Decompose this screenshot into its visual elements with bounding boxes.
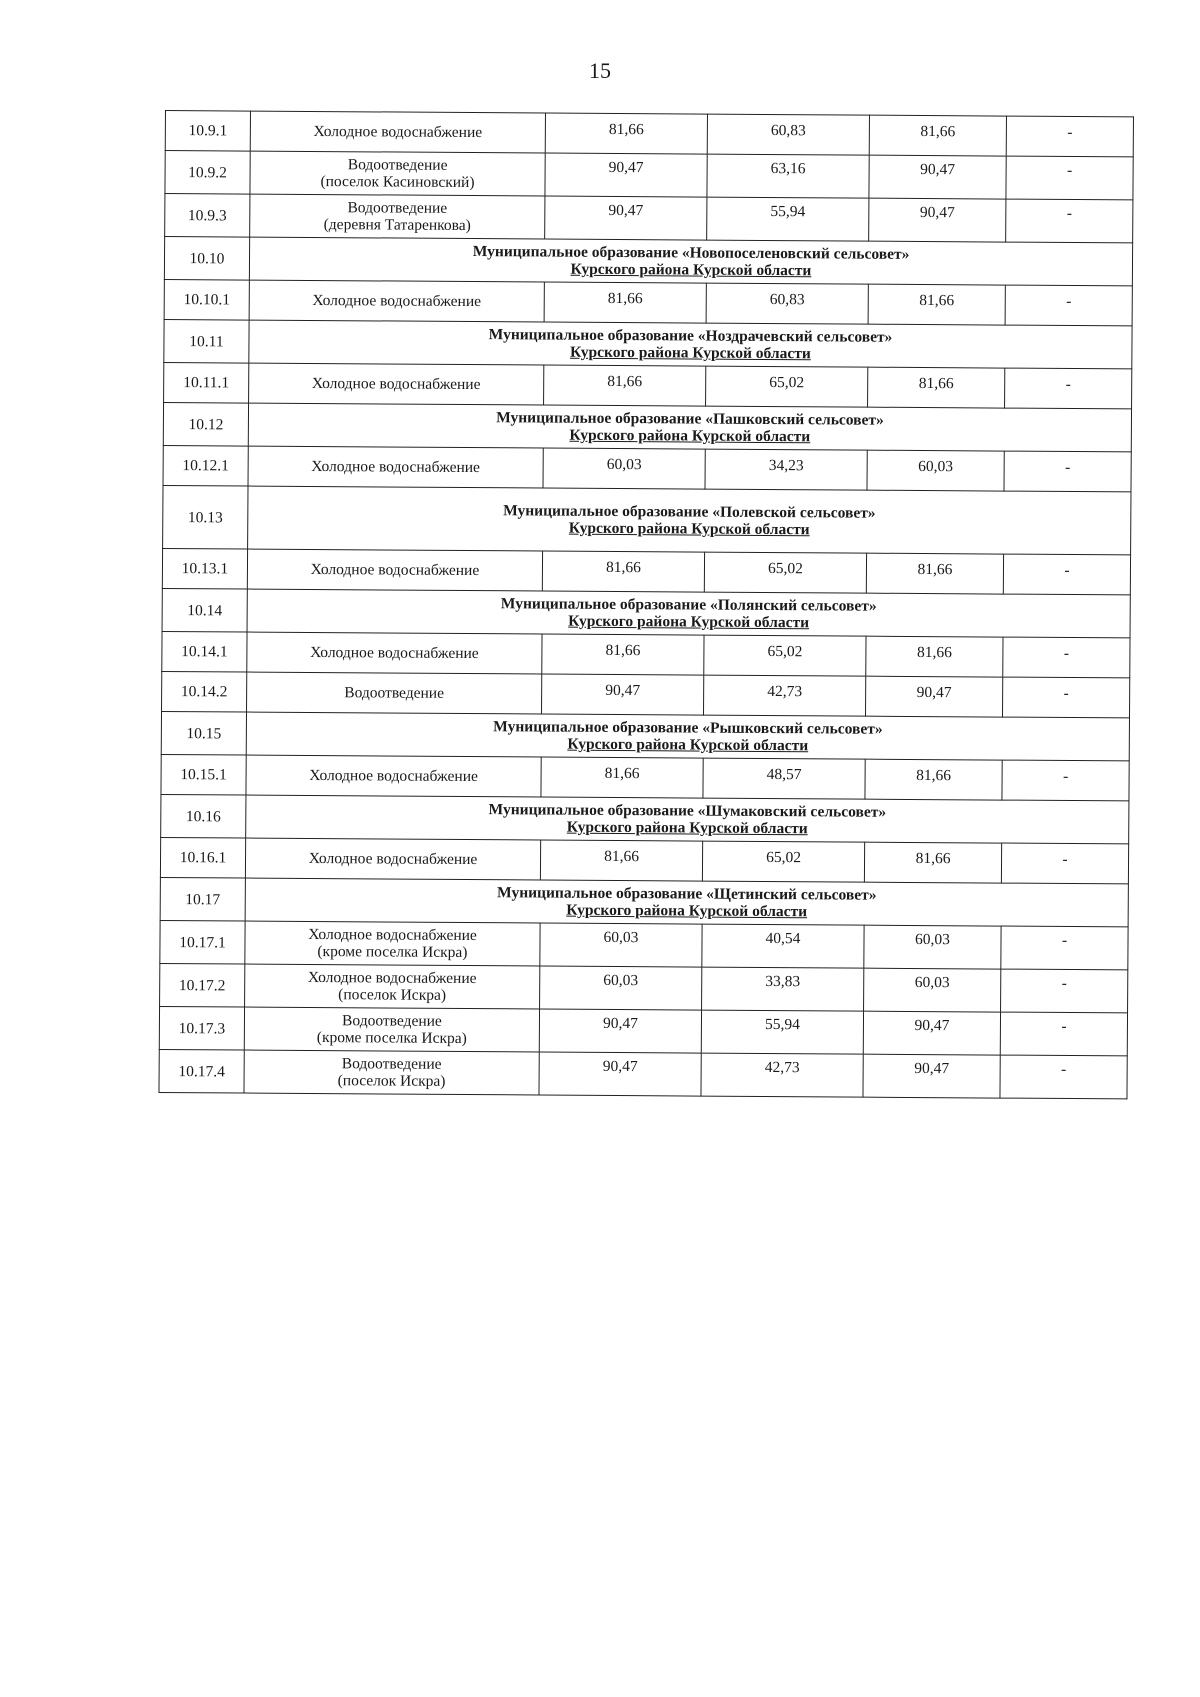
note-cell bbox=[1000, 1012, 1127, 1056]
value-3 bbox=[869, 115, 1006, 156]
table-row bbox=[164, 279, 1132, 325]
service-type: Холодное водоснабжение bbox=[310, 560, 480, 580]
value-3-text: 81,66 bbox=[920, 123, 956, 141]
value-2 bbox=[702, 967, 864, 1011]
municipality-name: Муниципальное образование «Полевской сельсовет» bbox=[503, 502, 876, 522]
section-header-row bbox=[163, 402, 1131, 451]
service-area: (поселок Искра) bbox=[337, 1072, 446, 1090]
value-1-text: 81,66 bbox=[604, 847, 640, 866]
table-row bbox=[162, 631, 1130, 677]
table-row bbox=[164, 362, 1132, 408]
value-1 bbox=[545, 113, 707, 154]
service-name bbox=[250, 151, 545, 196]
note-text: - bbox=[1064, 458, 1071, 477]
value-1-text: 90,47 bbox=[602, 1057, 638, 1075]
value-1-text: 90,47 bbox=[608, 158, 644, 176]
section-title bbox=[249, 237, 1132, 286]
service-type: Водоотведение bbox=[341, 1055, 442, 1073]
value-3-text: 81,66 bbox=[916, 643, 952, 662]
value-1 bbox=[541, 757, 703, 798]
note-cell bbox=[1002, 677, 1129, 718]
value-3 bbox=[869, 198, 1006, 242]
value-3 bbox=[868, 284, 1005, 325]
value-3-text: 60,03 bbox=[918, 458, 954, 476]
service-type: Водоотведение bbox=[342, 1012, 442, 1030]
section-title bbox=[246, 712, 1129, 761]
value-1-text: 90,47 bbox=[605, 681, 641, 700]
service-type: Холодное водоснабжение bbox=[310, 643, 479, 663]
note-text: - bbox=[1063, 644, 1070, 663]
value-2-text: 65,02 bbox=[766, 849, 802, 867]
tariff-table bbox=[158, 110, 1133, 1099]
note-cell bbox=[1003, 554, 1130, 595]
note-text: - bbox=[1061, 974, 1067, 992]
row-code: 10.15 bbox=[161, 711, 246, 755]
value-1-text: 81,66 bbox=[607, 289, 643, 308]
service-name bbox=[245, 921, 540, 966]
value-2 bbox=[703, 675, 865, 716]
value-2-text: 65,02 bbox=[769, 374, 805, 392]
municipality-name: Муниципальное образование «Шумаковский сельсовет» bbox=[488, 801, 887, 821]
row-code: 10.16.1 bbox=[160, 837, 245, 878]
value-2 bbox=[701, 1053, 863, 1097]
value-1 bbox=[545, 196, 707, 240]
section-header-row bbox=[160, 877, 1128, 926]
value-1-text: 60,03 bbox=[603, 928, 639, 946]
service-type: Холодное водоснабжение bbox=[307, 968, 477, 988]
value-3 bbox=[865, 676, 1002, 717]
value-3-text: 90,47 bbox=[914, 1059, 950, 1077]
service-name bbox=[245, 838, 540, 880]
value-3 bbox=[865, 759, 1002, 800]
value-3 bbox=[863, 1054, 1000, 1098]
value-3 bbox=[866, 553, 1003, 594]
value-1-text: 60,03 bbox=[606, 455, 642, 474]
section-title bbox=[246, 795, 1129, 844]
section-header-row bbox=[161, 794, 1129, 843]
note-text: - bbox=[1061, 1060, 1067, 1078]
row-code: 10.15.1 bbox=[161, 754, 246, 795]
row-code: 10.10.1 bbox=[164, 279, 249, 320]
value-2-text: 55,94 bbox=[770, 202, 806, 220]
section-title bbox=[245, 878, 1128, 927]
district-name: Курского района Курской области bbox=[567, 735, 809, 755]
district-name: Курского района Курской области bbox=[566, 818, 808, 838]
section-header-row bbox=[163, 485, 1131, 554]
row-code: 10.10 bbox=[164, 237, 249, 281]
service-type: Холодное водоснабжение bbox=[308, 849, 478, 869]
value-1-text: 81,66 bbox=[604, 764, 640, 783]
note-cell bbox=[1005, 285, 1132, 326]
service-name bbox=[244, 1007, 539, 1052]
value-2 bbox=[704, 552, 866, 593]
note-text: - bbox=[1066, 204, 1072, 222]
service-name bbox=[247, 549, 542, 591]
value-2 bbox=[704, 635, 866, 676]
value-3 bbox=[868, 367, 1005, 408]
service-area: (деревня Татаренкова) bbox=[323, 216, 471, 235]
table-row bbox=[165, 151, 1133, 200]
value-2-text: 60,83 bbox=[770, 122, 806, 140]
table-row bbox=[165, 111, 1133, 157]
value-2 bbox=[707, 154, 869, 198]
service-name bbox=[249, 280, 544, 322]
table-row bbox=[161, 754, 1129, 800]
service-name bbox=[249, 363, 544, 405]
value-1 bbox=[542, 634, 704, 675]
value-3-text: 81,66 bbox=[918, 375, 954, 393]
note-cell bbox=[1006, 156, 1133, 200]
row-code: 10.12.1 bbox=[163, 445, 248, 486]
note-text: - bbox=[1062, 767, 1069, 786]
table-row bbox=[160, 837, 1128, 883]
value-3 bbox=[867, 450, 1004, 491]
note-text: - bbox=[1065, 375, 1071, 394]
row-code: 10.14 bbox=[162, 588, 247, 632]
row-code: 10.14.2 bbox=[162, 671, 247, 712]
value-2-text: 55,94 bbox=[764, 1015, 800, 1033]
municipality-name: Муниципальное образование «Рышковский сельсовет» bbox=[493, 718, 883, 738]
note-text: - bbox=[1066, 161, 1073, 179]
service-name bbox=[250, 194, 545, 239]
section-header-row bbox=[164, 237, 1132, 286]
service-type: Холодное водоснабжение bbox=[309, 766, 478, 786]
value-1-text: 90,47 bbox=[608, 201, 644, 219]
row-code: 10.11 bbox=[164, 319, 249, 363]
value-1-text: 81,66 bbox=[605, 558, 641, 577]
row-code: 10.17 bbox=[160, 877, 245, 921]
service-name bbox=[244, 1050, 539, 1095]
municipality-name: Муниципальное образование «Щетинский сельсовет» bbox=[496, 884, 877, 904]
value-2-text: 42,73 bbox=[764, 1058, 800, 1076]
municipality-name: Муниципальное образование «Полянский сельсовет» bbox=[500, 595, 877, 615]
service-name bbox=[246, 755, 541, 797]
value-3 bbox=[863, 1011, 1000, 1055]
service-type: Водоотведение bbox=[347, 156, 448, 174]
district-name: Курского района Курской области bbox=[566, 901, 808, 921]
row-code: 10.9.1 bbox=[165, 111, 250, 152]
service-type: Холодное водоснабжение bbox=[312, 291, 482, 311]
value-2-text: 60,83 bbox=[769, 291, 805, 309]
note-text: - bbox=[1066, 292, 1072, 311]
value-3-text: 90,47 bbox=[914, 1016, 950, 1034]
service-name bbox=[247, 632, 542, 674]
row-code: 10.9.3 bbox=[165, 194, 250, 238]
service-type: Водоотведение bbox=[347, 199, 448, 217]
value-3-text: 90,47 bbox=[920, 160, 956, 178]
value-1 bbox=[544, 282, 706, 323]
service-type: Холодное водоснабжение bbox=[311, 374, 481, 394]
value-1 bbox=[539, 1052, 701, 1096]
service-area: (кроме поселка Искра) bbox=[317, 943, 468, 962]
note-text: - bbox=[1064, 561, 1070, 580]
district-name: Курского района Курской области bbox=[570, 260, 812, 280]
value-3 bbox=[869, 155, 1006, 199]
table-row bbox=[165, 194, 1133, 243]
section-header-row bbox=[161, 711, 1129, 760]
municipality-name: Муниципальное образование «Новопоселеновский сельсовет» bbox=[472, 243, 910, 263]
note-cell bbox=[1003, 637, 1130, 678]
table-row bbox=[159, 1049, 1127, 1098]
row-code: 10.17.2 bbox=[160, 963, 245, 1007]
service-area: (поселок Касиновский) bbox=[320, 173, 475, 192]
value-2-text: 48,57 bbox=[766, 766, 802, 784]
value-2 bbox=[702, 924, 864, 968]
table-row bbox=[160, 920, 1128, 969]
note-cell bbox=[1001, 843, 1128, 884]
value-2 bbox=[707, 197, 869, 241]
value-3-text: 60,03 bbox=[915, 930, 951, 948]
value-1-text: 60,03 bbox=[603, 971, 639, 989]
value-1 bbox=[542, 674, 704, 715]
value-2 bbox=[707, 114, 869, 155]
value-3-text: 60,03 bbox=[914, 973, 950, 991]
value-3-text: 81,66 bbox=[917, 561, 953, 579]
value-2 bbox=[706, 283, 868, 324]
value-3 bbox=[864, 968, 1001, 1012]
service-name bbox=[248, 446, 543, 488]
note-text: - bbox=[1061, 1017, 1067, 1035]
value-2-text: 40,54 bbox=[765, 929, 801, 947]
note-cell bbox=[1002, 760, 1129, 801]
section-header-row bbox=[164, 319, 1132, 368]
value-2 bbox=[701, 1010, 863, 1054]
note-cell bbox=[1004, 451, 1131, 492]
value-2 bbox=[702, 841, 864, 882]
service-type: Холодное водоснабжение bbox=[313, 122, 483, 142]
service-type: Водоотведение bbox=[344, 684, 445, 702]
note-cell bbox=[1001, 969, 1128, 1013]
value-2-text: 42,73 bbox=[767, 683, 803, 701]
service-name bbox=[247, 672, 542, 714]
value-3-text: 81,66 bbox=[915, 849, 951, 868]
value-2 bbox=[706, 366, 868, 407]
municipality-name: Муниципальное образование «Ноздрачевский сельсовет» bbox=[488, 326, 893, 346]
value-3-text: 81,66 bbox=[919, 292, 955, 310]
table-row bbox=[160, 963, 1128, 1012]
value-1 bbox=[540, 840, 702, 881]
row-code: 10.9.2 bbox=[165, 151, 250, 195]
value-3-text: 81,66 bbox=[916, 766, 952, 785]
value-2 bbox=[705, 449, 867, 490]
service-name bbox=[245, 964, 540, 1009]
value-1 bbox=[544, 365, 706, 406]
note-text: - bbox=[1061, 931, 1068, 949]
note-cell bbox=[1000, 1055, 1127, 1099]
note-text: - bbox=[1067, 123, 1073, 142]
district-name: Курского района Курской области bbox=[569, 343, 811, 363]
tariff-table-container bbox=[158, 110, 1133, 1099]
service-type: Холодное водоснабжение bbox=[311, 457, 481, 477]
value-2-text: 65,02 bbox=[767, 560, 803, 578]
value-2-text: 65,02 bbox=[767, 643, 803, 661]
section-title bbox=[248, 486, 1131, 555]
service-name bbox=[250, 111, 545, 153]
page-number: 15 bbox=[589, 58, 611, 83]
row-code: 10.14.1 bbox=[162, 631, 247, 672]
note-cell bbox=[1006, 116, 1133, 157]
value-3 bbox=[866, 636, 1003, 677]
row-code: 10.17.3 bbox=[159, 1006, 244, 1050]
value-2-text: 63,16 bbox=[770, 159, 806, 177]
note-text: - bbox=[1063, 684, 1069, 703]
note-cell bbox=[1001, 926, 1128, 970]
section-title bbox=[247, 589, 1130, 638]
value-1-text: 81,66 bbox=[607, 372, 643, 391]
service-area: (поселок Искра) bbox=[338, 986, 447, 1004]
row-code: 10.17.1 bbox=[160, 920, 245, 964]
value-1 bbox=[545, 153, 707, 197]
service-type: Холодное водоснабжение bbox=[308, 925, 477, 945]
value-1 bbox=[542, 551, 704, 592]
section-title bbox=[249, 320, 1132, 369]
table-row bbox=[162, 671, 1130, 717]
table-row bbox=[163, 445, 1131, 491]
value-2 bbox=[703, 758, 865, 799]
value-3 bbox=[864, 925, 1001, 969]
value-2-text: 34,23 bbox=[768, 457, 804, 475]
value-3-text: 90,47 bbox=[919, 203, 955, 221]
value-1-text: 81,66 bbox=[605, 641, 641, 660]
note-text: - bbox=[1062, 850, 1068, 869]
section-header-row bbox=[162, 588, 1130, 637]
service-area: (кроме поселка Искра) bbox=[316, 1029, 467, 1048]
district-name: Курского района Курской области bbox=[568, 519, 810, 539]
value-2-text: 33,83 bbox=[765, 972, 801, 990]
row-code: 10.17.4 bbox=[159, 1049, 244, 1093]
district-name: Курского района Курской области bbox=[569, 426, 811, 446]
row-code: 10.16 bbox=[161, 794, 246, 838]
row-code: 10.13.1 bbox=[162, 548, 247, 589]
value-1 bbox=[540, 923, 702, 967]
table-row bbox=[162, 548, 1130, 594]
tariff-table-body bbox=[159, 111, 1133, 1099]
note-cell bbox=[1006, 199, 1133, 243]
row-code: 10.13 bbox=[163, 485, 248, 549]
value-3-text: 90,47 bbox=[916, 683, 952, 702]
row-code: 10.11.1 bbox=[164, 362, 249, 403]
value-1 bbox=[540, 966, 702, 1010]
value-1 bbox=[539, 1009, 701, 1053]
note-cell bbox=[1005, 368, 1132, 409]
value-1-text: 90,47 bbox=[602, 1014, 638, 1032]
value-1 bbox=[543, 448, 705, 489]
district-name: Курского района Курской области bbox=[568, 612, 810, 632]
value-3 bbox=[864, 842, 1001, 883]
table-row bbox=[159, 1006, 1127, 1055]
value-1-text: 81,66 bbox=[608, 120, 644, 139]
municipality-name: Муниципальное образование «Пашковский сельсовет» bbox=[496, 409, 884, 429]
section-title bbox=[248, 403, 1131, 452]
row-code: 10.12 bbox=[163, 402, 248, 446]
